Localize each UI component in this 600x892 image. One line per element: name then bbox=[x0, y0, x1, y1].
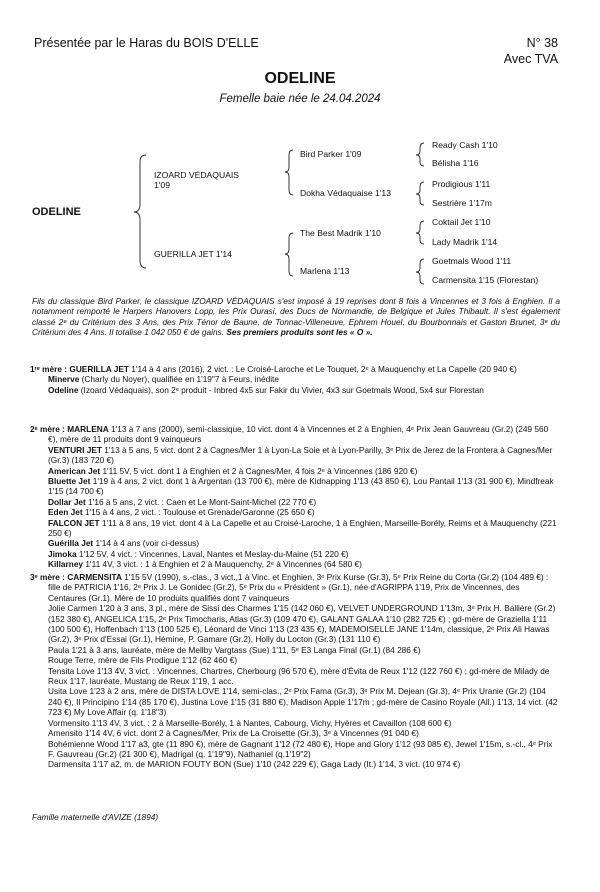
pedigree-sire-dam: Dokha Védaquaise 1'13 bbox=[300, 188, 391, 198]
third-dam-section bbox=[30, 572, 560, 770]
pedigree-dam-sire: The Best Madrik 1'10 bbox=[300, 228, 381, 238]
maternal-family: Famille maternelle d'AVIZE (1894) bbox=[32, 812, 159, 822]
sire-intro-text: Fils du classique Bird Parker, le classique IZOARD VÉDAQUAIS s'est imposé à 19 reprises dont 8 fois à Vincennes et 3 fois à Enghien. Il a notamment remporté le Harpers Hanovers Lopp, les Prix Ourasi, des Ducs de Normandie, de Belgique et Jules Thibault. Il s'est également classé 2ᵉ du Critérium des 3 Ans, des Prix Ténor de Baune, de Tonnac-Villeneuve, Ephrem Houel, du Bourbonnais et Gaston Brunet, 3ᵉ du Critérium des 4 Ans. Il totalise 1 042 050 € de gains. bbox=[32, 296, 560, 338]
produce-note: Ses premiers produits sont les « O ». bbox=[226, 327, 373, 338]
list-item: Usita Love 1'23 à 2 ans, mère de DISTA LOVE 1'14, semi-clas., 2ᵉ Prix Fama (Gr.3), 3ᵉ Prix M. Dejean (Gr.3), 4ᵉ Prix Uranie (Gr.2) (104 240 €), Il Principino 1'14 (85 170 €), Justina Love 1'15 (31 880 €), Madison Apple 1'17m ; gd-mère de Casino Royale (All.) 1'13, 14 vict. (42 723 €) My Love Affair (q. 1'18"3) bbox=[48, 686, 558, 718]
list-item: Minerve (Charly du Noyer), qualifiée en 1'19"7 à Feurs, inédite bbox=[48, 374, 279, 385]
list-item: Killarney 1'11 4V, 3 vict. : 1 à Enghien et 2 à Mauquenchy, 2ᵉ à Vincennes (64 580 €) bbox=[48, 559, 362, 570]
list-item: Amensito 1'14 4V, 6 vict. dont 2 à Cagnes/Mer, Prix de La Croisette (Gr.3), 3ᵉ à Vincennes (91 040 €) bbox=[48, 728, 419, 739]
list-item: Guérilla Jet 1'14 à 4 ans (voir ci-dessus) bbox=[48, 538, 200, 549]
second-dam-label: 2ᵉ mère : bbox=[30, 424, 65, 434]
list-item: Odeline (Izoard Védaquais), son 2ᵉ produit - Inbred 4x5 sur Fakir du Vivier, 4x3 sur Goetmals Wood, 5x4 sur Florestan bbox=[48, 384, 484, 395]
pedigree-sire-sire: Bird Parker 1'09 bbox=[300, 149, 362, 159]
pedigree-dam: GUERILLA JET 1'14 bbox=[154, 249, 232, 259]
second-dam-line bbox=[30, 424, 560, 445]
presenter-text: Présentée par le Haras du BOIS D'ELLE bbox=[34, 36, 259, 50]
list-item: Bluette Jet 1'19 à 4 ans, 2 vict. dont 1 à Argentan (13 700 €), mère de Kidnapping 1'13 (43 850 €), Lou Pantail 1'13 (31 900 €), Mindfreak 1'15 (14 700 €) bbox=[48, 476, 554, 497]
list-item: Vormensito 1'13 4V, 3 vict. : 2 à Marseille-Borély, 1 à Nantes, Cabourg, Vichy, Hyères et Cavaillon (108 600 €) bbox=[48, 717, 452, 728]
list-item: American Jet 1'11 5V, 5 vict. dont 1 à Enghien et 2 à Cagnes/Mer, 4 fois 2ᵉ à Vincennes (186 920 €) bbox=[48, 465, 418, 476]
sire-intro bbox=[32, 296, 560, 338]
pedigree-dss: Coktail Jet 1'10 bbox=[432, 217, 491, 227]
lot-number: N° 38 bbox=[526, 36, 558, 50]
list-item: Jolie Carmen 1'20 à 3 ans, 3 pl., mère de Sissi des Charmes 1'15 (142 060 €), VELVET UNDERGROUND 1'13m, 3ᵉ Prix H. Ballière (Gr.2) (152 380 €), ANGELICA 1'15, 2ᵉ Prix Timocharis, Atlas (Gr.3) (109 470 €), GALANT GALAA 1'10 (282 725 €) ; gd-mère de Graziella 1'11 (100 500 €), Hoffenbach 1'13 (100 525 €), Léonard de Vinci 1'13 (23 435 €), MADEMOISELLE JANE 1'14m, classique, 2ᵉ Prix Ali Hawas (Gr.2), 3ᵉ Prix d'Essai (Gr.1), Hémine, P. Gamare (Gr.2), Holly du Locton (Gr.3) (131 110 €) bbox=[48, 603, 556, 645]
list-item: Rouge Terre, mère de Fils Prodigue 1'12 (62 460 €) bbox=[48, 655, 238, 666]
list-item: Paula 1'21 à 3 ans, lauréate, mère de Mellby Vargtass (Sue) 1'11, 5ᵉ E3 Langa Final (Gr.1) (84 286 €) bbox=[48, 644, 421, 655]
third-dam-record: 1'15 5V (1990), s.-clas., 3 vict.,1 à Vinc. et Enghien, 3ᵉ Prix Kurse (Gr.3), 5ᵉ Prix Reine du Corta (Gr.2) (104 489 €) : fille de PATRICIA 1'16, 2ᵉ Prix J. Le Gonidec (Gr.2), 5ᵉ Prix du « Président » (Gr.1), née d'AGRIPPA 1'19, Prix de Vincennes, des Centaures (Gr.1). Mère de 10 produits qualifiés dont 7 vainqueurs bbox=[48, 572, 549, 603]
first-dam-section bbox=[30, 364, 560, 395]
second-dam-name: MARLENA bbox=[67, 424, 109, 434]
pedigree-dds: Goetmals Wood 1'11 bbox=[432, 256, 512, 266]
pedigree-ddd: Carmensita 1'15 (Florestan) bbox=[432, 275, 539, 285]
pedigree-sdd: Sestrière 1'17m bbox=[432, 198, 492, 208]
vat-label: Avec TVA bbox=[503, 52, 558, 66]
second-dam-section bbox=[30, 424, 560, 570]
list-item: Eden Jet 1'15 à 4 ans, 2 vict. : Toulouse et Grenade/Garonne (25 650 €) bbox=[48, 507, 315, 518]
horse-name-title: ODELINE bbox=[264, 70, 336, 87]
list-item: Dollar Jet 1'16 à 5 ans, 2 vict. : Caen et Le Mont-Saint-Michel (22 770 €) bbox=[48, 496, 317, 507]
list-item: Darmensita 1'17 a2, m. de MARION FOUTY BON (Sue) 1'10 (242 229 €), Gaga Lady (It.) 1'14, 3 vict. (10 974 €) bbox=[48, 759, 461, 770]
pedigree-dam-dam: Marlena 1'13 bbox=[300, 266, 350, 276]
pedigree-dsd: Lady Madrik 1'14 bbox=[432, 237, 498, 247]
pedigree-sire: IZOARD VÉDAQUAIS bbox=[154, 170, 239, 180]
first-dam-label: 1ʳᵉ mère : bbox=[30, 364, 68, 374]
list-item: Tensita Love 1'13 4V, 3 vict. : Vincennes, Chartres, Cherbourg (96 570 €), mère d'Évita de Reux 1'12 (122 760 €) ; gd-mère de Milady de Reux 1'17, lauréate, Mustang de Reux 1'19, 1 acc. bbox=[48, 665, 550, 687]
second-dam-record: 1'13 à 7 ans (2000), semi-classique, 10 vict. dont 4 à Vincennes et 2 à Enghien, 4ᵉ Prix Jean Gauvreau (Gr.2) (249 560 €), mère de 11 produits dont 9 vainqueurs bbox=[48, 424, 549, 445]
pedigree-subject: ODELINE bbox=[32, 206, 81, 218]
list-item: VENTURI JET 1'13 à 5 ans, 5 vict. dont 2 à Cagnes/Mer 1 à Lyon-La Soie et à Lyon-Parilly, 3ᵉ Prix de Jerez de la Frontera à Cagnes/Mer (Gr.3) (183 720 €) bbox=[48, 444, 553, 466]
third-dam-name: CARMENSITA bbox=[67, 572, 122, 582]
list-item: FALCON JET 1'11 à 8 ans, 19 vict. dont 4 à La Capelle et au Croisé-Laroche, 1 à Enghien, Marseille-Borély, Reims et à Mauquenchy (221 250 €) bbox=[48, 517, 557, 539]
first-dam-line bbox=[30, 364, 560, 374]
horse-description: Femelle baie née le 24.04.2024 bbox=[219, 93, 381, 105]
first-dam-name: GUERILLA JET bbox=[69, 364, 129, 374]
first-dam-record: 1'14 à 4 ans (2016), 2 vict. : Le Croisé-Laroche et Le Touquet, 2ᵉ à Mauquenchy et La Capelle (20 940 €) bbox=[131, 364, 517, 374]
pedigree-ssd: Bélisha 1'16 bbox=[432, 158, 479, 168]
third-dam-label: 3ᵉ mère : bbox=[30, 572, 65, 582]
list-item: Jimoka 1'12 5V, 4 vict. : Vincennes, Laval, Nantes et Meslay-du-Maine (51 220 €) bbox=[48, 548, 349, 559]
pedigree-sss: Ready Cash 1'10 bbox=[432, 140, 498, 150]
list-item: Bohémienne Wood 1'17 a3, gte (11 890 €), mère de Gagnant 1'12 (72 480 €), Hope and Glory 1'12 (93 085 €), Jewel 1'15m, s.-cl., 4ᵉ Prix F. Gauvreau (Gr.2) (21 300 €), Madrigal (q. 1'19"9), Nathaniel (q.1'19"2) bbox=[48, 738, 553, 759]
pedigree-sire-time: 1'09 bbox=[154, 180, 170, 190]
third-dam-line bbox=[30, 572, 560, 603]
pedigree-sds: Prodigious 1'11 bbox=[432, 179, 491, 189]
